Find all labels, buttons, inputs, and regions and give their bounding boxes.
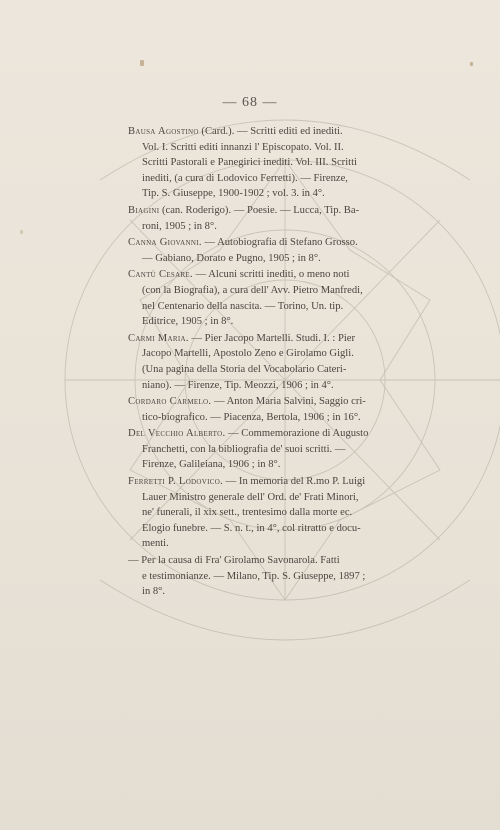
entry-author: Cordaro Carmelo. xyxy=(128,396,212,408)
entry-text: (con la Biografia), a cura dell' Avv. Pietro Manfredi, xyxy=(142,284,363,296)
bibliography-entry xyxy=(128,426,448,473)
bibliography-entry xyxy=(128,267,448,329)
entry-text: (Card.). — Scritti editi ed inediti. xyxy=(198,126,343,137)
bibliography-entry xyxy=(128,235,448,266)
entry-text: (Una pagina della Storia del Vocabolario Cateri- xyxy=(142,363,347,375)
entry-text: — Commemorazione di Augusto xyxy=(225,428,369,440)
entry-author: Canna Giovanni. xyxy=(128,237,202,249)
entry-text: nel Centenario della nascita. — Torino, Un. tip. xyxy=(142,300,344,312)
entry-text: Editrice, 1905 ; in 8°. xyxy=(142,316,234,328)
entry-text: — Gabiano, Dorato e Pugno, 1905 ; in 8°. xyxy=(142,252,321,264)
entry-text: — Pier Jacopo Martelli. Studi. I. : Pier xyxy=(188,332,356,344)
entry-text: Franchetti, con la bibliografia de' suoi scritti. — xyxy=(142,443,346,455)
entry-text: e testimonianze. — Milano, Tip. S. Giuseppe, 1897 ; xyxy=(142,570,366,582)
entry-text: Elogio funebre. — S. n. t., in 4°, col ritratto e docu- xyxy=(142,522,361,534)
entry-text: Vol. I. Scritti editi innanzi l' Episcopato. Vol. II. xyxy=(142,141,344,153)
entry-text: in 8°. xyxy=(142,586,166,598)
bibliography-entry xyxy=(128,124,448,202)
page-number: — 68 — xyxy=(222,95,278,110)
bibliography-list xyxy=(128,124,448,601)
entry-text: (can. Roderigo). — Poesie. — Lucca, Tip. Ba- xyxy=(159,204,360,216)
foxing-spot xyxy=(470,62,473,66)
entry-text: Jacopo Martelli, Apostolo Zeno e Girolamo Gigli. xyxy=(142,348,354,360)
entry-text: — Alcuni scritti inediti, o meno noti xyxy=(192,269,350,281)
entry-author: Cantù Cesare. xyxy=(128,269,193,281)
entry-text: Scritti Pastorali e Panegirici inediti. Vol. III. Scritti xyxy=(142,157,357,169)
entry-text: Firenze, Galileiana, 1906 ; in 8°. xyxy=(142,459,281,471)
entry-author: Carmi Maria. xyxy=(128,332,189,344)
entry-author: Biagini xyxy=(128,204,160,216)
entry-author: Ferretti P. Lodovico. xyxy=(128,476,224,488)
entry-text: tico-biografico. — Piacenza, Bertola, 1906 ; in 16°. xyxy=(142,411,361,423)
foxing-spot xyxy=(140,60,144,66)
entry-text: menti. xyxy=(142,538,169,550)
bibliography-entry xyxy=(128,474,448,552)
bibliography-entry xyxy=(128,331,448,393)
entry-text: Lauer Ministro generale dell' Ord. de' Frati Minori, xyxy=(142,491,359,503)
bibliography-entry xyxy=(128,203,448,234)
entry-text: ne' funerali, il xix sett., trentesimo dalla morte ec. xyxy=(142,507,353,519)
entry-text: — Per la causa di Fra' Girolamo Savonarola. Fatti xyxy=(128,555,340,567)
entry-author: Del Vecchio Alberto. xyxy=(128,428,226,440)
entry-text: inediti, (a cura di Lodovico Ferretti). — Firenze, xyxy=(142,172,348,184)
entry-author: Bausa Agostino xyxy=(128,126,199,137)
entry-text: Tip. S. Giuseppe, 1900-1902 ; vol. 3. in 4°. xyxy=(142,188,325,200)
bibliography-entry xyxy=(128,394,448,425)
bibliography-entry xyxy=(128,553,448,600)
entry-text: — In memoria del R.mo P. Luigi xyxy=(223,476,366,488)
entry-text: roni, 1905 ; in 8°. xyxy=(142,220,217,232)
entry-text: — Anton Maria Salvini, Saggio cri- xyxy=(211,396,366,408)
entry-text: — Autobiografia di Stefano Grosso. xyxy=(201,237,358,249)
entry-text: niano). — Firenze, Tip. Meozzi, 1906 ; in 4°. xyxy=(142,379,334,391)
foxing-spot xyxy=(20,230,23,234)
